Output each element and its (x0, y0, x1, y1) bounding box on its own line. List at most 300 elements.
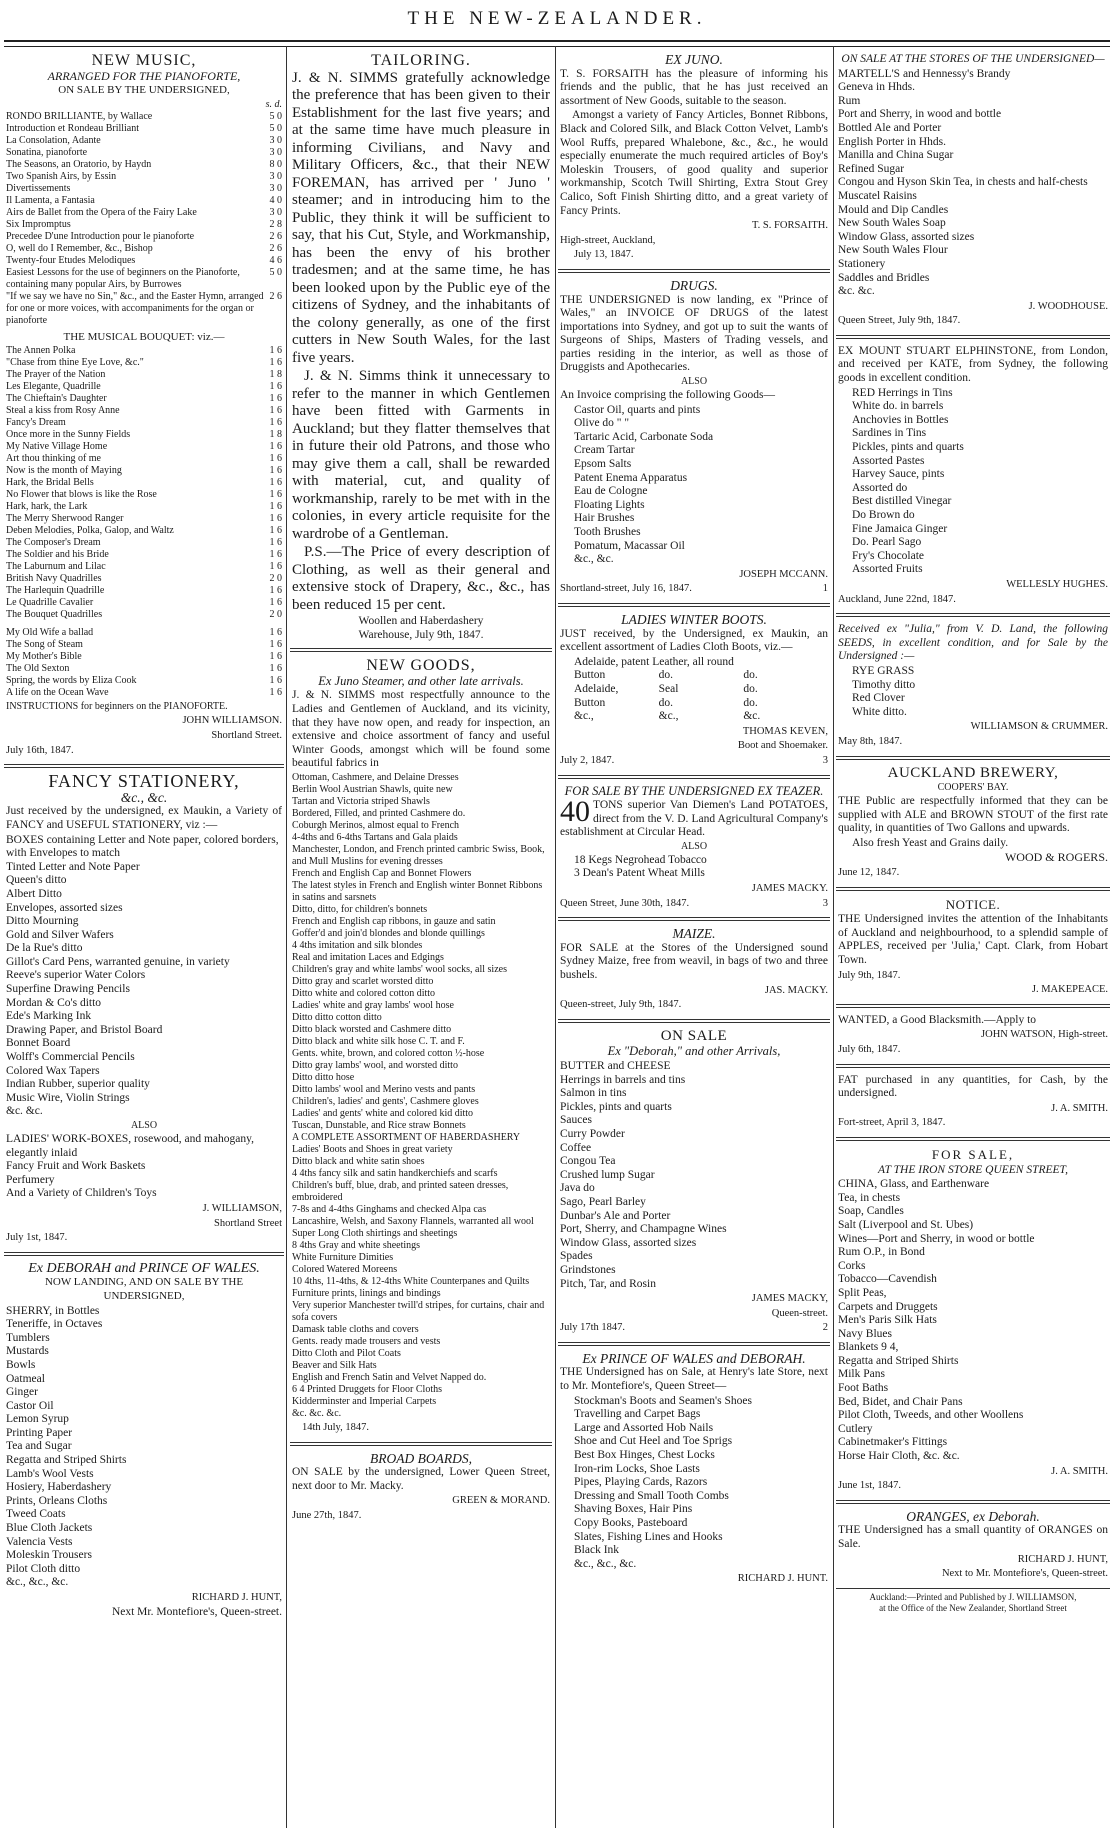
item-price: 1 6 (269, 651, 282, 663)
ad-fancy-stationery (4, 771, 284, 1249)
price-row (6, 267, 282, 291)
item-name: The Soldier and his Bride (6, 549, 109, 561)
item-name: The Annen Polka (6, 345, 76, 357)
list-item: Kidderminster and Imperial Carpets (292, 1396, 437, 1408)
date: Warehouse, July 9th, 1847. (358, 628, 484, 641)
ad-title: LADIES WINTER BOOTS. (621, 611, 767, 627)
list-item: Sago, Pearl Barley (560, 1195, 646, 1208)
list-item: Travelling and Carpet Bags (574, 1408, 701, 1421)
item-price: 1 6 (269, 675, 282, 687)
list-item: Bonnet Board (6, 1037, 71, 1050)
item-price: 1 6 (269, 561, 282, 573)
item-name: The Song of Steam (6, 639, 83, 651)
ad-title: FOR SALE BY THE UNDERSIGNED EX TEAZER. (564, 783, 824, 798)
price-row (6, 651, 282, 663)
list-item: Mould and Dip Candles (838, 203, 949, 216)
list-item: Shoe and Cut Heel and Toe Sprigs (574, 1435, 733, 1448)
list-item: Cutlery (838, 1422, 873, 1435)
ad-fat (836, 1071, 1110, 1134)
list-item: Soap, Candles (838, 1205, 904, 1218)
divider (558, 1019, 830, 1023)
list-item: Milk Pans (838, 1368, 885, 1381)
item-price: 1 6 (269, 585, 282, 597)
list-item: French and English Cap and Bonnet Flowers (292, 868, 472, 880)
list-item: English and French Satin and Velvet Napped do. (292, 1372, 487, 1384)
list-item: Ditto Cloth and Pilot Coats (292, 1348, 401, 1360)
item-name: The Harlequin Quadrille (6, 585, 105, 597)
signature: J. WOODHOUSE. (1028, 300, 1108, 312)
price-row (6, 675, 282, 687)
item-price: 5 0 (269, 110, 282, 122)
item-name: Fancy's Dream (6, 417, 66, 429)
price-row (6, 549, 282, 561)
item-price: 1 6 (269, 345, 282, 357)
ad-text: An Invoice comprising the following Goods— (560, 389, 775, 402)
table-cell: do. (658, 669, 674, 682)
list-item: Epsom Salts (574, 458, 632, 471)
list-item: Children's, ladies' and gents', Cashmere gloves (292, 1096, 479, 1108)
item-price: 3 0 (269, 170, 282, 182)
list-item: Berlin Wool Austrian Shawls, quite new (292, 784, 453, 796)
ad-new-goods (290, 655, 552, 1438)
list-item: MARTELL'S and Hennessy's Brandy (838, 67, 1011, 80)
ad-oranges (836, 1507, 1110, 1585)
item-name: Hark, hark, the Lark (6, 501, 88, 513)
date: Queen-street, July 9th, 1847. (560, 999, 682, 1011)
list-item: Envelopes, assorted sizes (6, 901, 123, 914)
list-item: Grindstones (560, 1263, 616, 1276)
date: Queen Street, July 9th, 1847. (838, 315, 961, 327)
list-item: Salmon in tins (560, 1087, 627, 1100)
table-cell: &c. (743, 710, 761, 723)
ad-title: ON SALE (660, 1027, 728, 1044)
signature: THOMAS KEVEN, (742, 725, 828, 737)
ad-text: Just received by the undersigned, ex Maukin, a Variety of FANCY and USEFUL STATIONERY, viz :— (6, 805, 282, 831)
table-cell: do. (743, 696, 758, 709)
table-row (574, 710, 828, 724)
masthead: THE NEW-ZEALANDER. (407, 8, 707, 29)
divider (4, 764, 284, 768)
list-item: Sardines in Tins (852, 427, 927, 440)
list-item: 4 4ths imitation and silk blondes (292, 940, 423, 952)
date: July 2, 1847. (560, 754, 615, 766)
item-price: 1 8 (269, 429, 282, 441)
item-name: No Flower that blows is like the Rose (6, 489, 157, 501)
list-item: &c., &c., &c. (574, 1557, 637, 1570)
ad-wanted (836, 1011, 1110, 1061)
address: Next to Mr. Montefiore's, Queen-street. (941, 1568, 1108, 1580)
item-name: My Old Wife a ballad (6, 627, 94, 639)
ad-winter-boots (558, 610, 830, 772)
list-item: Ladies' white and gray lambs' wool hose (292, 1000, 454, 1012)
list-item: &c. &c. (838, 285, 875, 298)
list-item: Ditto black and white satin shoes (292, 1156, 425, 1168)
list-item: &c. &c. &c. (292, 1408, 342, 1420)
ad-elphinstone (836, 342, 1110, 610)
price-list (6, 627, 282, 699)
price-row (6, 135, 282, 147)
list-item: Bowls (6, 1358, 36, 1371)
price-row (6, 159, 282, 171)
list-item: Ditto black and white silk hose C. T. and F. (292, 1036, 465, 1048)
list-item: Indian Rubber, superior quality (6, 1078, 150, 1091)
list-item: Iron-rim Locks, Shoe Lasts (574, 1462, 700, 1475)
list-item: Colored Watered Moreens (292, 1264, 398, 1276)
ad-title: ON SALE AT THE STORES OF THE UNDERSIGNED— (841, 53, 1105, 65)
price-row (6, 255, 282, 267)
list-item: &c., &c., &c. (6, 1576, 69, 1589)
list-item: Navy Blues (838, 1327, 892, 1340)
price-row (6, 597, 282, 609)
table-cell: &c., (658, 710, 679, 723)
item-name: La Consolation, Adante (6, 134, 101, 146)
list-item: Geneva in Hhds. (838, 81, 915, 94)
item-price: 1 6 (269, 537, 282, 549)
ad-text: Amongst a variety of Fancy Articles, Bonnet Ribbons, Black and Colored Silk, and Black Cotton Velvet, Lamb's Wool Ruffs, prepared Whalebone, &c., &c., he would especially enumerate the much required articles of Boy's Moleskin Trousers, of good quality and superior workmanship, Scotch Twill Shirting, Extra Stout Grey Calico, Soft Finish Shirting ditto, and a great variety of Fancy Prints. (560, 109, 828, 217)
price-row (6, 627, 282, 639)
item-price: 1 6 (269, 549, 282, 561)
ad-text: T. S. FORSAITH has the pleasure of informing his friends and the public, that he has just received an assortment of New Goods, suitable to the season. (560, 67, 828, 107)
list-item: Best distilled Vinegar (852, 495, 952, 508)
date: July 9th, 1847. (838, 969, 901, 981)
list-item: Tooth Brushes (574, 526, 641, 538)
item-name: Hark, the Bridal Bells (6, 477, 94, 489)
list-item: Children's gray and white lambs' wool socks, all sizes (292, 964, 507, 976)
date: July 1st, 1847. (6, 1232, 68, 1244)
price-row (6, 687, 282, 699)
item-price: 5 0 (269, 266, 282, 278)
list-item: Window Glass, assorted sizes (838, 230, 975, 243)
list-item: 4 4ths fancy silk and satin handkerchiefs and scarfs (292, 1168, 498, 1180)
list-item: Cabinetmaker's Fittings (838, 1436, 948, 1449)
list-item: Horse Hair Cloth, &c. &c. (838, 1450, 960, 1463)
date: July 13, 1847. (574, 249, 634, 261)
signature: WELLESLY HUGHES. (1006, 578, 1108, 590)
item-name: "Chase from thine Eye Love, &c." (6, 357, 144, 369)
price-row (6, 417, 282, 429)
list-item: Pitch, Tar, and Rosin (560, 1277, 656, 1290)
ad-text: TONS superior Van Diemen's Land POTATOES, direct from the V. D. Land Agricultural Company's establishment at Circular Head. (560, 799, 828, 839)
list-item: Wolff's Commercial Pencils (6, 1051, 135, 1064)
ad-title: NEW GOODS, (366, 657, 476, 675)
ad-prince-of-wales (558, 1349, 830, 1590)
list-item: Tumblers (6, 1331, 50, 1344)
item-price: 1 6 (269, 417, 282, 429)
ad-ex-teazer (558, 782, 830, 915)
table-cell: Adelaide, patent Leather, all round (574, 655, 734, 668)
signature: T. S. FORSAITH. (752, 220, 828, 232)
signature: J. MAKEPEACE. (1031, 984, 1108, 996)
address: High-street, Auckland, (560, 234, 656, 246)
ad-subtitle: ARRANGED FOR THE PIANOFORTE, (47, 68, 241, 83)
ad-text: THE Undersigned has on Sale, at Henry's late Store, next to Mr. Montefiore's, Queen Street— (560, 1366, 828, 1393)
item-price: 1 6 (269, 489, 282, 501)
list-item: A COMPLETE ASSORTMENT OF HABERDASHERY (292, 1132, 521, 1144)
list-item: Lemon Syrup (6, 1413, 69, 1426)
price-row (6, 453, 282, 465)
item-price: 3 0 (269, 146, 282, 158)
list-item: Ditto ditto hose (292, 1072, 355, 1084)
list-item: Spades (560, 1250, 593, 1263)
ad-subtitle: Ex "Deborah," and other Arrivals, (607, 1044, 781, 1059)
list-item: &c. &c. (6, 1105, 43, 1118)
list-item: Stockman's Boots and Seamen's Shoes (574, 1394, 752, 1407)
divider (836, 613, 1110, 617)
item-price: 1 6 (269, 513, 282, 525)
label-also: ALSO (680, 376, 708, 388)
price-row (6, 663, 282, 675)
list-item: Large and Assorted Hob Nails (574, 1421, 714, 1434)
ad-drugs (558, 276, 830, 600)
signature: JAS. MACKY. (764, 984, 828, 996)
ad-maize (558, 924, 830, 1016)
address: Shortland Street. (211, 729, 282, 741)
ad-text: J. & N. SIMMS most respectfully announce to the Ladies and Gentlemen of Auckland, and its vicinity, that they have now open, and ready for inspection, an extensive and choice assortment of fancy and useful Winter Goods, amongst which will be found some beautiful fabrics in (292, 689, 550, 770)
price-row (6, 171, 282, 183)
list-item: Perfumery (6, 1173, 55, 1186)
table-cell: Button (574, 696, 606, 709)
list-item: RED Herrings in Tins (852, 386, 953, 399)
list-item: Ginger (6, 1386, 38, 1399)
table-row (574, 697, 828, 711)
list-item: Superfine Drawing Pencils (6, 983, 130, 996)
table-cell: do. (658, 696, 674, 709)
price-row (6, 219, 282, 231)
list-item: Tinted Letter and Note Paper (6, 860, 140, 873)
price-row (6, 381, 282, 393)
list-item: Pickles, pints and quarts (560, 1100, 672, 1113)
ad-number: 2 (822, 1322, 828, 1334)
list-item: Blankets 9 4, (838, 1341, 899, 1354)
ad-text: THE Undersigned invites the attention of the Inhabitants of Auckland and neighbourhood, to a splendid sample of APPLES, received per 'Julia,' Capt. Clark, from Hobart Town. (838, 913, 1108, 967)
divider (4, 1252, 284, 1256)
divider (558, 603, 830, 607)
column-2 (290, 50, 552, 1825)
item-price: 1 6 (269, 627, 282, 639)
item-name: Art thou thinking of me (6, 453, 101, 465)
list-item: Anchovies in Bottles (852, 413, 949, 426)
list-item: Teneriffe, in Octaves (6, 1318, 103, 1331)
ad-title: DRUGS. (670, 277, 718, 293)
table-cell: Seal (658, 682, 679, 695)
ad-julia-seeds (836, 620, 1110, 752)
list-item: Assorted do (852, 481, 908, 494)
item-name: Twenty-four Etudes Melodiques (6, 254, 136, 266)
list-item: Muscatel Raisins (838, 189, 917, 202)
list-item: Assorted Pastes (852, 454, 925, 467)
signature: WOOD & ROGERS. (1004, 850, 1108, 865)
list-item: Fry's Chocolate (852, 549, 925, 562)
ad-subtitle: THE MUSICAL BOUQUET: viz.— (63, 330, 225, 343)
list-item: Shaving Boxes, Hair Pins (574, 1503, 693, 1516)
list-item: 18 Kegs Negrohead Tobacco (574, 853, 707, 866)
list-item: Patent Enema Apparatus (574, 471, 688, 484)
signature: J. A. SMITH. (1051, 1102, 1108, 1114)
currency-header: s. d. (265, 98, 282, 110)
list-item: The latest styles in French and English winter Bonnet Ribbons in satins and sarsnets (292, 880, 543, 904)
date: July 6th, 1847. (838, 1044, 901, 1055)
ad-text: Also fresh Yeast and Grains daily. (852, 836, 1009, 849)
signature: JAMES MACKY. (751, 883, 828, 895)
ad-tailoring (290, 50, 552, 645)
ad-text: WANTED, a Good Blacksmith.—Apply to (838, 1013, 1037, 1026)
price-row (6, 369, 282, 381)
item-name: Steal a kiss from Rosy Anne (6, 405, 120, 417)
ad-number: 3 (822, 897, 828, 909)
table-cell: Adelaide, (574, 682, 619, 695)
date: 14th July, 1847. (302, 1422, 369, 1434)
signature: JOSEPH MCCANN. (739, 568, 828, 580)
ad-title: AUCKLAND BREWERY, (887, 764, 1059, 781)
list-item: CHINA, Glass, and Earthenware (838, 1178, 990, 1191)
item-list (560, 854, 828, 881)
list-item: Children's buff, blue, drab, and printed sateen dresses, embroidered (292, 1180, 509, 1204)
ad-text: J. & N. Simms think it unnecessary to refer to the manner in which Gentlemen have been fitted with Garments in Auckland; but they flatter themselves that in future their old Patrons, and those who may give them a call, shall be rewarded with material, cut, and quality of workmanship, rarely to be met with in the colonies, in every article requisite for the wardrobe of a Gentleman. (292, 368, 550, 542)
list-item: Cream Tartar (574, 444, 635, 457)
date: Queen Street, June 30th, 1847. (560, 897, 690, 909)
list-item: Bed, Bidet, and Chair Pans (838, 1395, 963, 1408)
list-item: Corks (838, 1259, 866, 1272)
list-item: Fancy Fruit and Work Baskets (6, 1160, 146, 1173)
date: July 16th, 1847. (6, 744, 74, 756)
list-item: Ditto gray lambs' wool, and worsted ditto (292, 1060, 458, 1072)
item-price: 8 0 (269, 158, 282, 170)
ad-text: FOR SALE at the Stores of the Undersigned sound Sydney Maize, free from weavil, in bags of two and three bushels. (560, 941, 828, 982)
list-item: Do. Pearl Sago (852, 536, 922, 549)
item-name: Divertissements (6, 182, 71, 194)
item-price: 5 0 (269, 122, 282, 134)
ad-title: Ex DEBORAH and PRINCE OF WALES. (28, 1260, 260, 1276)
item-list (6, 1305, 282, 1590)
signature: Woollen and Haberdashery (358, 615, 484, 628)
divider (836, 887, 1110, 891)
item-price: 1 6 (269, 453, 282, 465)
divider (836, 335, 1110, 339)
list-item: Ditto, ditto, for children's bonnets (292, 904, 428, 916)
price-row (6, 111, 282, 123)
list-item: Reeve's superior Water Colors (6, 969, 146, 982)
item-name: The Prayer of the Nation (6, 369, 106, 381)
ad-subtitle: NOW LANDING, AND ON SALE BY THE UNDERSIGNED, (44, 1276, 244, 1302)
item-list (292, 772, 550, 1420)
list-item: Herrings in barrels and tins (560, 1073, 686, 1086)
list-item: Gents. white, brown, and colored cotton ½-hose (292, 1048, 485, 1060)
item-name: O, well do I Remember, &c., Bishop (6, 242, 153, 254)
ad-text: Received ex "Julia," from V. D. Land, the following SEEDS, in excellent condition, and for Sale by the Undersigned :— (838, 623, 1108, 663)
list-item: White Furniture Dimities (292, 1252, 394, 1264)
item-list (560, 404, 828, 567)
list-item: And a Variety of Children's Toys (6, 1187, 157, 1200)
signature: JOHN WATSON, High-street. (981, 1029, 1108, 1041)
item-name: Two Spanish Airs, by Essin (6, 170, 117, 182)
signature: JOHN WILLIAMSON. (182, 715, 282, 727)
column-rule (286, 46, 287, 1828)
ad-deborah (4, 1259, 284, 1623)
date: June 27th, 1847. (292, 1510, 362, 1521)
list-item: Sauces (560, 1114, 592, 1127)
list-item: Dressing and Small Tooth Combs (574, 1489, 729, 1502)
list-item: Harvey Sauce, pints (852, 468, 945, 481)
date: Auckland, June 22nd, 1847. (838, 593, 956, 605)
list-item: Port and Sherry, in wood and bottle (838, 108, 1002, 121)
ad-text: THE Public are respectfully informed that they can be supplied with ALE and BROWN STOUT of the first rate quality, in quantities of Two Gallons and upwards. (838, 795, 1108, 835)
price-row (6, 405, 282, 417)
list-item: Saddles and Bridles (838, 271, 930, 284)
address: Shortland Street (214, 1217, 282, 1229)
address: Queen-street. (771, 1307, 828, 1319)
divider (836, 1137, 1110, 1141)
list-item: Best Box Hinges, Chest Locks (574, 1449, 715, 1462)
list-item: Lancashire, Welsh, and Saxony Flannels, warranted all wool (292, 1216, 534, 1228)
item-list (838, 665, 1108, 719)
item-list (560, 1060, 828, 1291)
price-row (6, 207, 282, 219)
price-row (6, 441, 282, 453)
list-item: Congou Tea (560, 1155, 616, 1168)
price-row (6, 525, 282, 537)
ad-notice (836, 894, 1110, 1001)
item-name: Precedee D'une Introduction pour le pianoforte (6, 230, 195, 242)
price-row (6, 195, 282, 207)
list-item: Split Peas, (838, 1286, 887, 1299)
item-price: 2 0 (269, 573, 282, 585)
ad-text: THE Undersigned has a small quantity of ORANGES on Sale. (838, 1524, 1108, 1550)
price-row (6, 147, 282, 159)
list-item: Port, Sherry, and Champagne Wines (560, 1223, 727, 1236)
ad-text: THE UNDERSIGNED is now landing, ex "Prince of Wales," an INVOICE OF DRUGS of the latest importations into Sydney, and got up to suit the wants of Surgeons of Ships, Masters of Trading vessels, and parties residing in the interior, as well as those of Druggists and Apothecaries. (560, 293, 828, 374)
list-item: Ladies' Boots and Shoes in great variety (292, 1144, 453, 1156)
list-item: Ditto white and colored cotton ditto (292, 988, 436, 1000)
price-row (6, 639, 282, 651)
ad-number: 1 (822, 583, 828, 595)
ad-title: FOR SALE, (931, 1146, 1015, 1162)
ad-brewery (836, 763, 1110, 884)
list-item: Hair Brushes (574, 512, 635, 525)
item-list (560, 1395, 828, 1572)
item-name: The Old Sexton (6, 663, 70, 675)
item-price: 2 6 (269, 230, 282, 242)
list-item: Furniture prints, linings and bindings (292, 1288, 441, 1300)
list-item: Coffee (560, 1141, 592, 1154)
item-price: 2 6 (269, 290, 282, 302)
list-item: White do. in barrels (852, 400, 944, 413)
ad-subtitle: AT THE IRON STORE QUEEN STREET, (878, 1163, 1068, 1176)
ad-title: FANCY STATIONERY, (48, 771, 240, 792)
list-item: Copy Books, Pasteboard (574, 1517, 688, 1529)
ad-text: INSTRUCTIONS for beginners on the PIANOFORTE. (6, 701, 228, 713)
list-item: Ottoman, Cashmere, and Delaine Dresses (292, 772, 459, 784)
list-item: Rum O.P., in Bond (838, 1246, 925, 1259)
signature: Boot and Shoemaker. (737, 740, 828, 752)
price-row (6, 243, 282, 255)
list-item: Prints, Orleans Cloths (6, 1494, 108, 1507)
list-item: Wines—Port and Sherry, in wood or bottle (838, 1232, 1035, 1245)
ad-title: TAILORING. (371, 52, 471, 69)
signature: J. WILLIAMSON, (202, 1202, 282, 1214)
list-item: De la Rue's ditto (6, 942, 83, 955)
item-price: 1 6 (269, 687, 282, 699)
list-item: Albert Ditto (6, 887, 62, 900)
item-name: Airs de Ballet from the Opera of the Fairy Lake (6, 206, 197, 218)
item-name: Introduction et Rondeau Brilliant (6, 122, 140, 134)
list-item: French and English cap ribbons, in gauze and satin (292, 916, 496, 928)
list-item: Floating Lights (574, 498, 645, 511)
ad-title: MAIZE. (672, 926, 716, 942)
item-name: The Merry Sherwood Ranger (6, 513, 124, 525)
item-name: "If we say we have no Sin," &c., and the Easter Hymn, arranged for one or more voices, with accompaniments for the organ or pianoforte (6, 290, 264, 326)
price-row (6, 561, 282, 573)
table-cell: do. (743, 669, 758, 682)
